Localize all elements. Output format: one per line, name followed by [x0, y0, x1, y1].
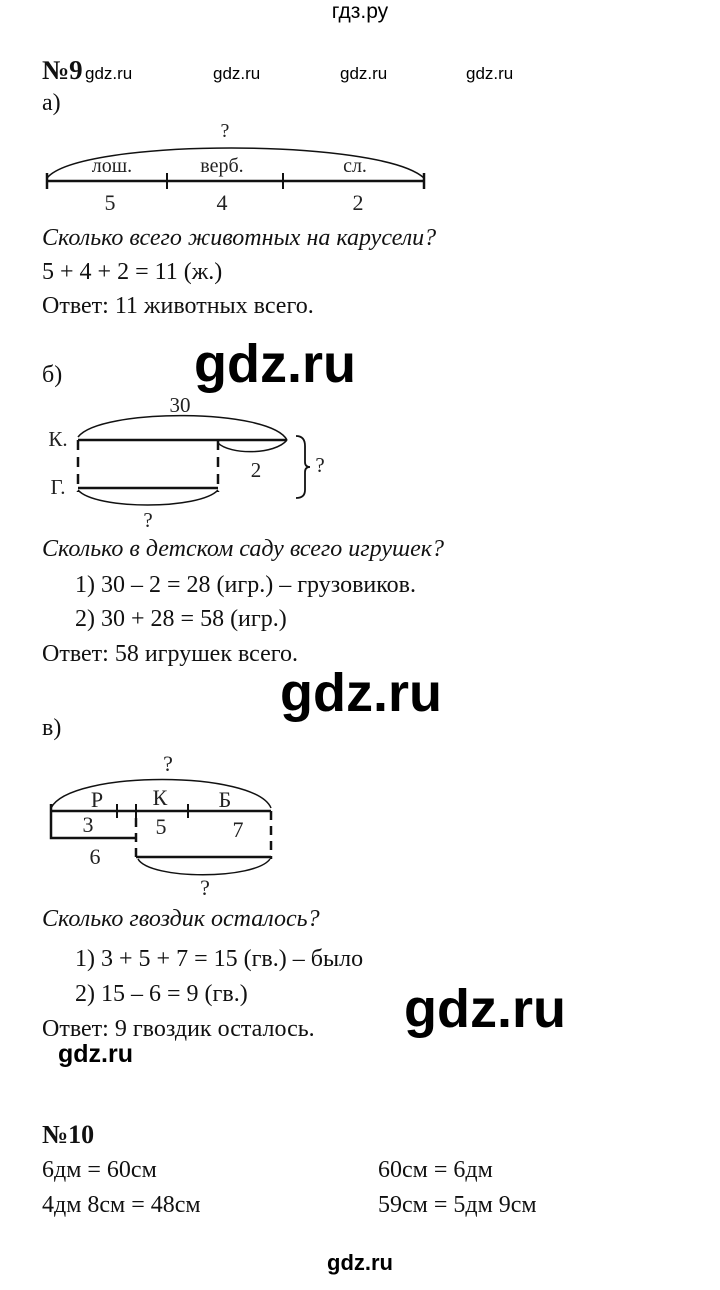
brace	[296, 436, 310, 498]
conversion: 6дм = 60см	[42, 1157, 157, 1183]
bottom-arc	[78, 490, 218, 505]
segment-value: 5	[155, 814, 167, 839]
watermark-big: gdz.ru	[280, 663, 442, 723]
conversion: 4дм 8см = 48см	[42, 1192, 201, 1218]
task10-title: №10	[42, 1120, 95, 1149]
watermark-big: gdz.ru	[194, 334, 356, 394]
segment-value: 3	[82, 812, 94, 837]
segment-label: верб.	[200, 155, 244, 177]
part-b-step: 2) 30 + 28 = 58 (игр.)	[75, 606, 287, 632]
segment-value: 4	[216, 190, 228, 215]
segment-label: лош.	[91, 155, 133, 177]
conversion: 60см = 6дм	[378, 1157, 493, 1183]
part-b-answer: Ответ: 58 игрушек всего.	[42, 641, 299, 667]
segment-value: 7	[232, 817, 244, 842]
arc-label: ?	[163, 751, 173, 776]
arc-label: 2	[250, 458, 262, 482]
segment-label: Р	[90, 787, 104, 812]
watermark: gdz.ru	[466, 64, 514, 83]
part-b-step: 1) 30 – 2 = 28 (игр.) – грузовиков.	[75, 572, 417, 598]
row-label: К.	[48, 427, 68, 451]
part-c-step: 2) 15 – 6 = 9 (гв.)	[75, 981, 248, 1007]
conversion: 59см = 5дм 9см	[378, 1192, 537, 1218]
diagram-a	[47, 120, 424, 215]
segment-value: 2	[352, 190, 364, 215]
segment-label: Б	[218, 787, 232, 812]
part-c-answer: Ответ: 9 гвоздик осталось.	[42, 1016, 315, 1042]
watermark: gdz.ru	[58, 1040, 133, 1068]
arc-label: 30	[169, 393, 191, 417]
part-a-label: а)	[42, 90, 61, 116]
arc-label: ?	[143, 508, 153, 532]
total-arc	[78, 416, 287, 440]
part-c-label: в)	[42, 715, 62, 741]
watermark: gdz.ru	[85, 64, 133, 83]
segment-label: К	[152, 785, 168, 810]
segment-value: 5	[104, 190, 116, 215]
part-b-label: б)	[42, 362, 63, 388]
part-b-question: Сколько в детском саду всего игрушек?	[42, 536, 444, 562]
arc-label: ?	[200, 875, 210, 900]
brace-label: ?	[315, 453, 325, 477]
row-label: Г.	[50, 475, 66, 499]
bottom-arc	[138, 859, 270, 875]
diagram-c	[51, 751, 271, 900]
diff-arc	[218, 440, 287, 452]
footer-site: gdz.ru	[327, 1250, 393, 1275]
watermark: gdz.ru	[340, 64, 388, 83]
watermark: gdz.ru	[213, 64, 261, 83]
part-c-question: Сколько гвоздик осталось?	[42, 906, 320, 932]
site-header: гдз.ру	[331, 0, 389, 23]
task9-title: №9	[42, 55, 83, 85]
segment-label: сл.	[343, 155, 367, 177]
watermark-big: gdz.ru	[404, 979, 566, 1039]
arc-label: ?	[220, 120, 230, 142]
part-a-question: Сколько всего животных на карусели?	[42, 225, 437, 251]
part-a-solution: 5 + 4 + 2 = 11 (ж.)	[42, 259, 223, 285]
part-a-answer: Ответ: 11 животных всего.	[42, 293, 314, 319]
part-c-step: 1) 3 + 5 + 7 = 15 (гв.) – было	[75, 946, 364, 972]
diagram-b	[48, 393, 324, 532]
arc-label: 6	[89, 844, 101, 869]
